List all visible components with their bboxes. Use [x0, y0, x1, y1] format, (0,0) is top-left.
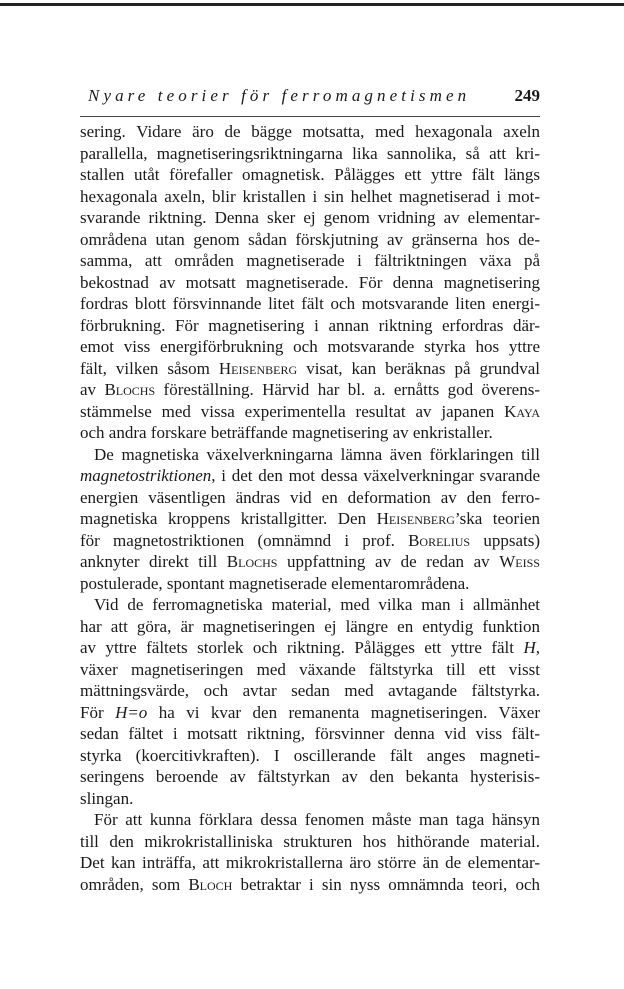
text-line	[80, 594, 540, 616]
text-line	[80, 809, 540, 831]
text-segment: postulerade, spontant magnetiserade elementarområdena.	[80, 573, 470, 593]
text-line	[80, 766, 540, 788]
emphasis-text: H	[523, 638, 536, 657]
text-segment: Vid de ferromagnetiska material, med vilka man i allmänhet	[94, 595, 540, 614]
text-line	[80, 186, 540, 208]
emphasis-text: H=o	[115, 702, 148, 722]
text-segment: slingan.	[80, 788, 134, 808]
text-segment: seringens beroende av fältstyrkan av den bekanta hysterisis-	[80, 767, 540, 786]
text-segment: samma, att områden magnetiserade i fältriktningen växa på	[80, 251, 540, 270]
text-segment: har att göra, är magnetiseringen ej längre en entydig funktion	[80, 616, 540, 636]
text-line	[80, 422, 540, 444]
text-line	[80, 272, 540, 294]
text-line	[80, 164, 540, 186]
text-line	[80, 336, 540, 358]
top-border-rule	[0, 3, 624, 6]
text-segment: För att kunna förklara dessa fenomen måste man taga hänsyn	[94, 810, 540, 829]
text-segment: parallella, magnetiseringsriktningarna lika sannolika, så att kri-	[80, 143, 540, 163]
text-segment: uppsats)	[470, 530, 540, 550]
text-segment: sedan fältet i motsatt riktning, försvinner denna vid viss fält-	[80, 724, 540, 743]
text-line	[80, 207, 540, 229]
text-line	[80, 293, 540, 315]
text-line	[80, 530, 540, 552]
text-line	[80, 874, 540, 896]
text-line	[80, 358, 540, 380]
text-segment: ’ska teorien	[454, 509, 540, 528]
text-segment: För	[80, 702, 116, 722]
text-line	[80, 745, 540, 767]
emphasis-text: magnetostriktionen	[80, 466, 212, 485]
text-line	[80, 659, 540, 681]
text-line	[80, 788, 540, 810]
text-line	[80, 121, 540, 143]
text-segment: svarande riktning. Denna sker ej genom vridning av elementar-	[80, 208, 540, 227]
text-segment: förbrukning. För magnetisering i annan riktning erfordras där-	[80, 315, 540, 335]
text-segment: styrka (koercitivkraften). I oscillerande fält anges magneti-	[80, 745, 540, 765]
text-line	[80, 852, 540, 874]
text-line	[80, 616, 540, 638]
text-segment: visat, kan beräknas på grundval	[297, 358, 540, 378]
text-segment: betraktar i sin nyss omnämnda teori, och	[232, 874, 540, 894]
author-name: Heisenberg	[218, 358, 298, 378]
text-segment: emot viss energiförbrukning och motsvarande styrka hos yttre	[80, 337, 540, 356]
text-segment: energien väsentligen ändras vid en deformation av den ferro-	[80, 487, 540, 507]
author-name: Bloch	[188, 874, 233, 894]
text-segment: växer magnetiseringen med växande fältstyrka till ett visst	[80, 659, 540, 679]
body-text	[80, 121, 540, 895]
text-segment: områden, som	[80, 874, 189, 894]
text-line	[80, 723, 540, 745]
running-title: Nyare teorier för ferromagnetismen	[88, 86, 471, 105]
text-segment: fält, vilken såsom	[80, 358, 219, 378]
text-line	[80, 508, 540, 530]
text-segment: hexagonala axeln, blir kristallen i sin helhet magnetiserad i mot-	[80, 186, 540, 206]
text-line	[80, 465, 540, 487]
text-segment: ha vi kvar den remanenta magnetiseringen. Växer	[147, 702, 540, 722]
text-segment: ,	[535, 638, 540, 657]
text-segment: för magnetostriktionen (omnämnd i prof.	[80, 530, 409, 550]
author-name: Borelius	[408, 530, 471, 550]
text-segment: av yttre fältets storlek och riktning. Pålägges ett yttre fält	[80, 638, 524, 657]
text-line	[80, 401, 540, 423]
text-line	[80, 444, 540, 466]
text-segment: sering. Vidare äro de bägge motsatta, med hexagonala axeln	[80, 122, 540, 141]
text-segment: fordras blott försvinnande litet fält och motsvarande liten energi-	[80, 294, 540, 313]
text-segment: uppfattning av de redan av	[277, 552, 500, 571]
running-header	[88, 86, 540, 110]
text-segment: till den mikrokristalliniska strukturen hos hithörande material.	[80, 831, 540, 851]
text-line	[80, 831, 540, 853]
text-line	[80, 250, 540, 272]
header-rule	[80, 116, 540, 117]
text-segment: , i det den mot dessa växelverkningar svarande	[211, 466, 540, 485]
text-segment: stämmelse med vissa experimentella resultat av japanen	[80, 401, 505, 421]
text-line	[80, 551, 540, 573]
text-segment: magnetiska kroppens kristallgitter. Den	[80, 509, 377, 528]
text-line	[80, 680, 540, 702]
text-line	[80, 573, 540, 595]
author-name: Blochs	[226, 552, 278, 571]
text-segment: områdena utan genom sådan förskjutning av gränserna hos de-	[80, 229, 540, 249]
text-segment: mättningsvärde, och avtar sedan med avtagande fältstyrka.	[80, 681, 540, 700]
text-line	[80, 702, 540, 724]
author-name: Heisenberg	[376, 509, 455, 528]
text-line	[80, 487, 540, 509]
text-line	[80, 143, 540, 165]
page-number: 249	[514, 86, 540, 105]
author-name: Blochs	[104, 380, 156, 399]
text-line	[80, 379, 540, 401]
text-line	[80, 637, 540, 659]
text-line	[80, 315, 540, 337]
text-segment: och andra forskare beträffande magnetisering av enkristaller.	[80, 423, 493, 442]
text-line	[80, 229, 540, 251]
text-segment: De magnetiska växelverkningarna lämna även förklaringen till	[94, 444, 540, 464]
author-name: Kaya	[504, 401, 540, 421]
text-segment: stallen utåt förefaller omagnetisk. Pålägges ett yttre fält längs	[80, 165, 540, 184]
text-segment: av	[80, 380, 105, 399]
text-segment: Det kan inträffa, att mikrokristallerna äro större än de elementar-	[80, 853, 540, 872]
text-segment: anknyter direkt till	[80, 552, 227, 571]
text-segment: föreställning. Härvid har bl. a. ernåtts god överens-	[155, 380, 541, 399]
author-name: Weiss	[499, 552, 540, 571]
text-segment: bekostnad av motsatt magnetiserade. För denna magnetisering	[80, 272, 540, 292]
